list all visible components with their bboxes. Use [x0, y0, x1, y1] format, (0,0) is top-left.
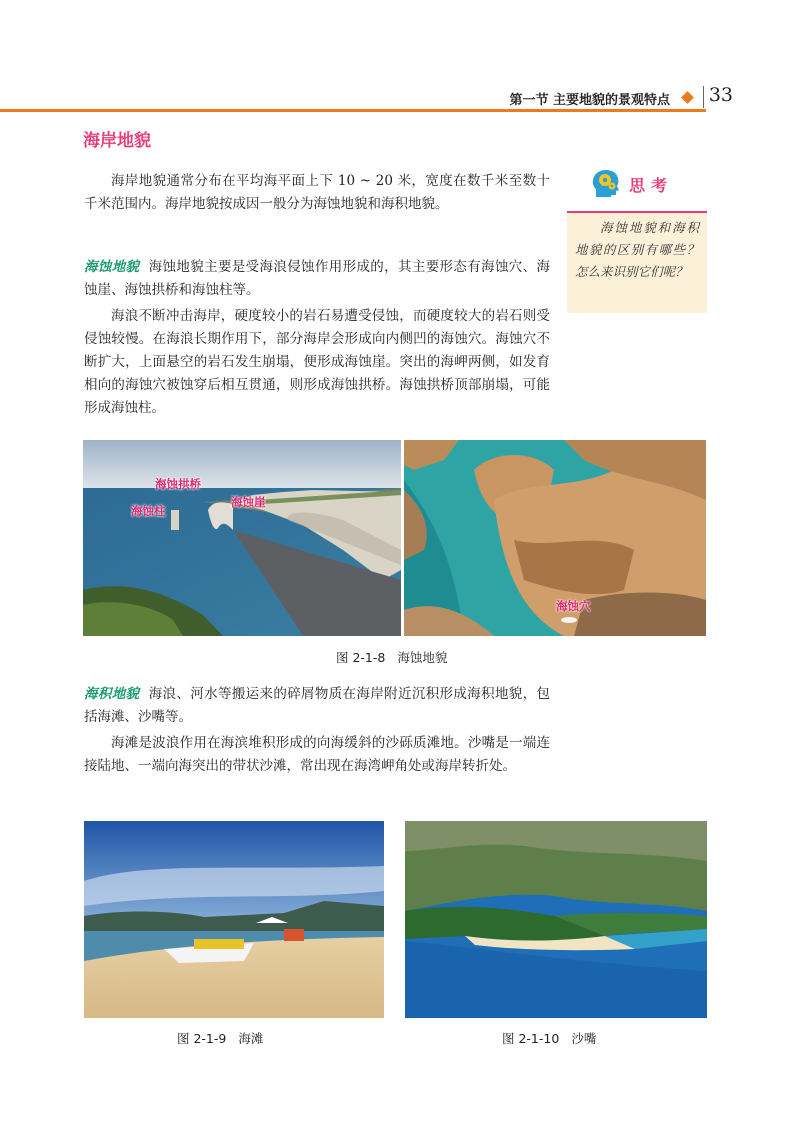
label-sea-cliff: 海蚀崖	[231, 495, 266, 509]
photo-beach	[84, 821, 384, 1018]
term-deposition-landform: 海积地貌	[84, 686, 140, 702]
think-question: 海蚀地貌和海积地貌的区别有哪些？怎么来识别它们呢？	[575, 220, 699, 279]
figure-number: 图 2-1-10	[502, 1031, 560, 1046]
label-sea-arch: 海蚀拱桥	[155, 477, 201, 491]
paragraph-erosion-process: 海浪不断冲击海岸，硬度较小的岩石易遭受侵蚀，而硬度较大的岩石则受侵蚀较慢。在海浪长期作用下，部分海岸会形成向内侧凹的海蚀穴。海蚀穴不断扩大，上面悬空的岩石发生崩塌，便形成海蚀崖。突出的海岬两侧，如发育相向的海蚀穴被蚀穿后相互贯通，则形成海蚀拱桥。海蚀拱桥顶部崩塌，可能形成海蚀柱。	[84, 308, 550, 416]
diamond-icon	[681, 91, 694, 104]
paragraph-deposition-text: 海浪、河水等搬运来的碎屑物质在海岸附近沉积形成海积地貌，包括海滩、沙嘴等。	[84, 686, 551, 725]
header-divider	[703, 86, 704, 108]
label-sea-notch: 海蚀穴	[556, 599, 591, 613]
caption-fig-2-1-9	[177, 1029, 263, 1047]
photo-sea-arch-cliffs	[83, 440, 401, 636]
section-title: 海岸地貌	[83, 131, 151, 151]
paragraph-intro: 海岸地貌通常分布在平均海平面上下 10 ~ 20 米，宽度在数千米至数十千米范围内。海岸地貌按成因一般分为海蚀地貌和海积地貌。	[84, 173, 550, 212]
think-header	[567, 167, 707, 213]
paragraph-beach-spit: 海滩是波浪作用在海滨堆积形成的向海缓斜的沙砾质滩地。沙嘴是一端连接陆地、一端向海突出的带状沙滩，常出现在海湾岬角处或海岸转折处。	[84, 735, 550, 774]
term-erosion-landform: 海蚀地貌	[84, 259, 140, 275]
think-label: 思考	[629, 176, 674, 195]
figure-number: 图 2-1-8	[336, 650, 386, 665]
figure-number: 图 2-1-9	[177, 1031, 227, 1046]
figure-caption: 沙嘴	[571, 1031, 597, 1046]
paragraph-erosion-text: 海蚀地貌主要是受海浪侵蚀作用形成的，其主要形态有海蚀穴、海蚀崖、海蚀拱桥和海蚀柱等。	[84, 259, 551, 298]
think-box	[567, 167, 707, 315]
label-sea-stack: 海蚀柱	[131, 504, 166, 518]
photo-sea-notch	[404, 440, 706, 636]
figure-caption: 海滩	[238, 1031, 264, 1046]
head-gear-icon	[589, 167, 623, 201]
header-rule	[0, 109, 706, 112]
page-header	[0, 84, 800, 114]
running-title: 第一节 主要地貌的景观特点	[509, 93, 670, 108]
figure-caption: 海蚀地貌	[397, 650, 448, 665]
think-body	[567, 213, 707, 313]
paragraph-deposition	[84, 683, 550, 729]
photo-sand-spit	[405, 821, 707, 1018]
caption-fig-2-1-10	[502, 1029, 596, 1047]
paragraph-erosion	[84, 256, 550, 302]
page-number: 33	[708, 84, 733, 106]
caption-fig-2-1-8	[336, 648, 447, 666]
